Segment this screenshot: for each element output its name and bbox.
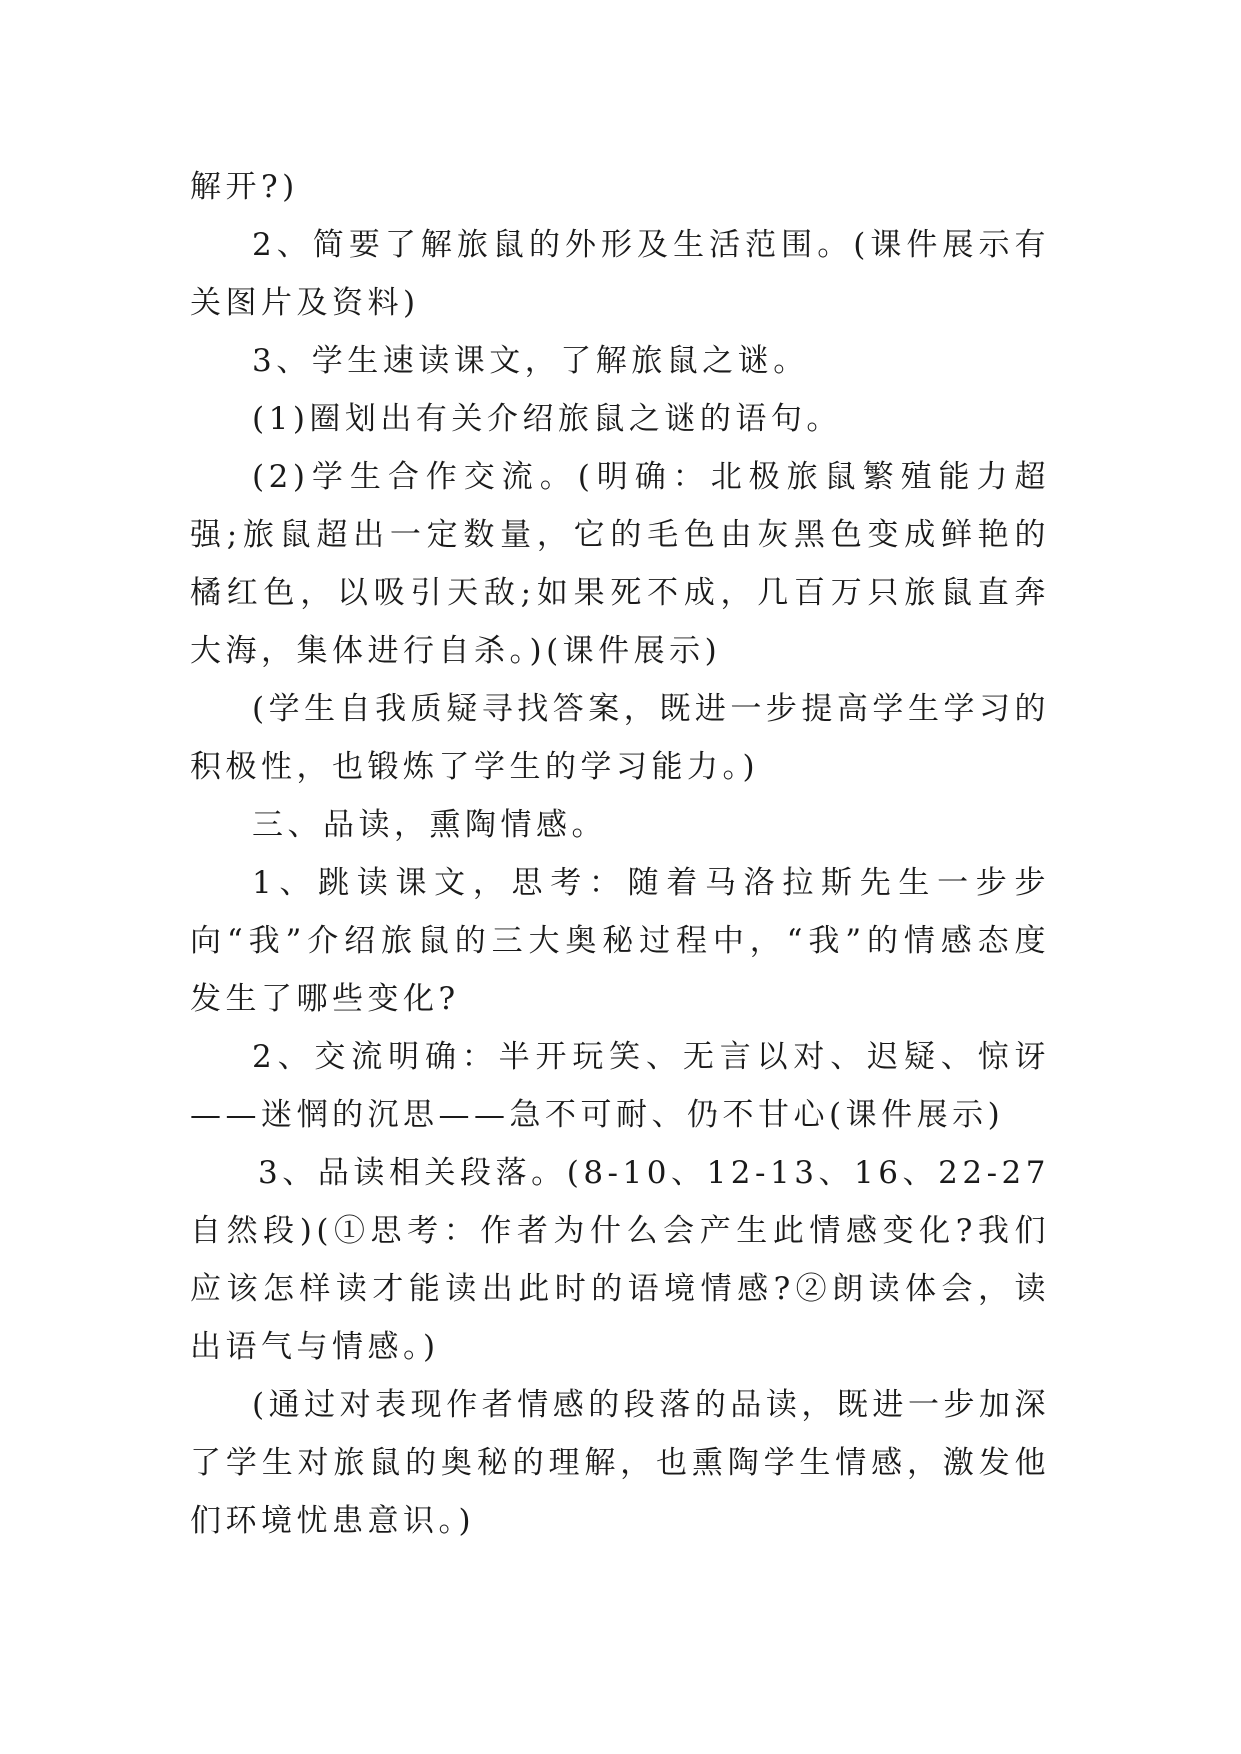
paragraph-step-3: 3、品读相关段落。(8-10、12-13、16、22-27 自然段)(①思考：作者为什么会产生此情感变化?我们应该怎样读才能读出此时的语境情感?②朗读体会，读出语气与情感。)	[190, 1155, 1050, 1365]
paragraph-step-1: 1、跳读课文，思考：随着马洛拉斯先生一步步向“我”介绍旅鼠的三大奥秘过程中，“我”的情感态度发生了哪些变化?	[190, 865, 1050, 1017]
paragraph-subitem-2: (2)学生合作交流。(明确：北极旅鼠繁殖能力超强;旅鼠超出一定数量，它的毛色由灰黑色变成鲜艳的橘红色，以吸引天敌;如果死不成，几百万只旅鼠直奔大海，集体进行自杀。)(课件展示)	[190, 459, 1050, 669]
document-body	[190, 158, 1050, 1550]
paragraph-item-3: 3、学生速读课文，了解旅鼠之谜。	[252, 343, 809, 379]
paragraph-note-1: (学生自我质疑寻找答案，既进一步提高学生学习的积极性，也锻炼了学生的学习能力。)	[190, 691, 1050, 785]
paragraph-item-2: 2、简要了解旅鼠的外形及生活范围。(课件展示有关图片及资料)	[190, 227, 1050, 321]
section-heading-three: 三、品读，熏陶情感。	[252, 807, 607, 843]
paragraph-subitem-1: (1)圈划出有关介绍旅鼠之谜的语句。	[252, 401, 842, 437]
paragraph-continuation: 解开?)	[190, 169, 299, 205]
paragraph-step-2: 2、交流明确：半开玩笑、无言以对、迟疑、惊讶——迷惘的沉思——急不可耐、仍不甘心(课件展示)	[190, 1039, 1050, 1133]
paragraph-note-2: (通过对表现作者情感的段落的品读，既进一步加深了学生对旅鼠的奥秘的理解，也熏陶学生情感，激发他们环境忧患意识。)	[190, 1387, 1050, 1539]
